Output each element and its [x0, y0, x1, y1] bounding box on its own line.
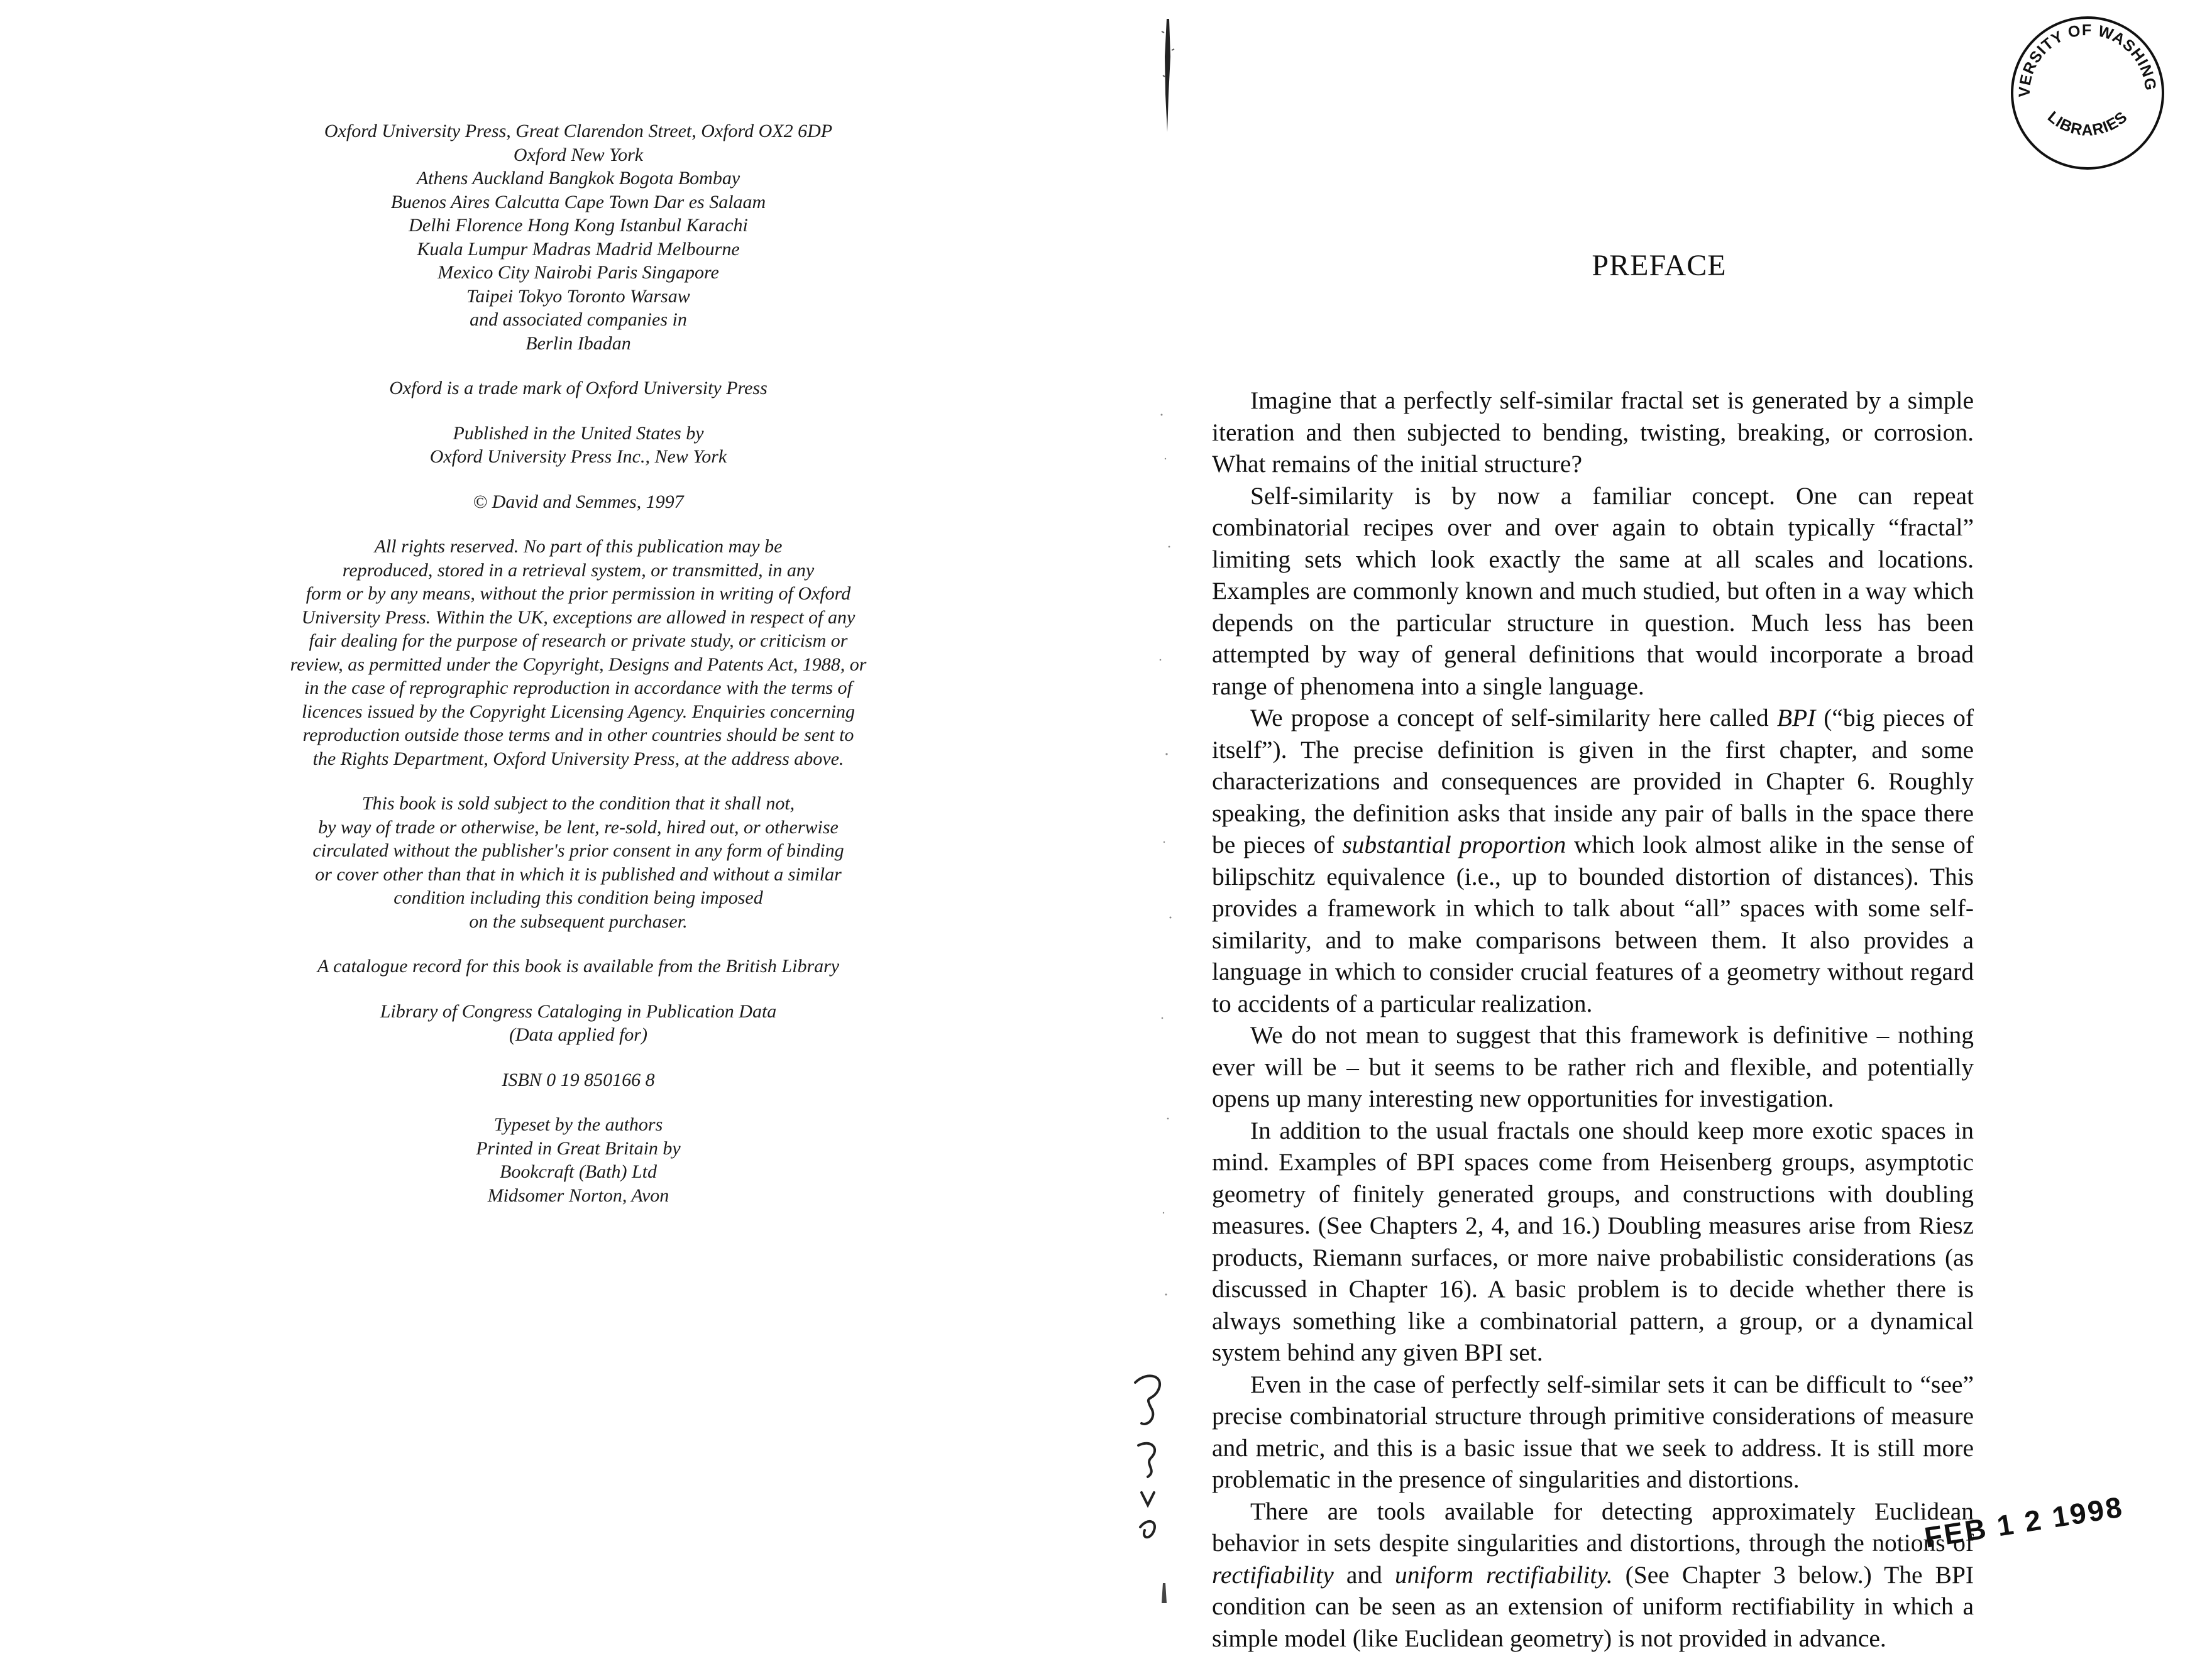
imprint-line: All rights reserved. No part of this publication may be [239, 535, 918, 559]
paragraph-text: We propose a concept of self-similarity here called [1250, 704, 1777, 731]
paragraph-text: In addition to the usual fractals one should keep more exotic spaces in mind. Examples of BPI spaces come from Heisenberg groups, asymptotic geometry of finitely generated groups, and constructions with doubling measures. (See Chapters 2, 4, and 16.) Doubling measures arise from Riesz products, Riemann surfaces, or more naive probabilistic considerations (as discussed in Chapter 16). A basic problem is to decide whether there is always something like a combinatorial pattern, a group, or a dynamical system behind any given BPI set. [1212, 1117, 1974, 1367]
paragraph-text: We do not mean to suggest that this framework is definitive – nothing ever will be – but it seems to be rather rich and flexible, and potentially opens up many interesting new opportunities for investigation. [1212, 1021, 1974, 1112]
imprint-line: licences issued by the Copyright Licensing Agency. Enquiries concerning [239, 700, 918, 724]
imprint-line: Mexico City Nairobi Paris Singapore [239, 261, 918, 285]
paragraph-text: Even in the case of perfectly self-similar sets it can be difficult to “see” precise combinatorial structure through primitive considerations of measure and metric, and this is a basic issue that we seek to address. It is still more problematic in the presence of singularities and distortions. [1212, 1371, 1974, 1494]
emphasized-text: BPI [1777, 704, 1815, 731]
imprint-line: condition including this condition being imposed [239, 886, 918, 910]
imprint-line: reproduction outside those terms and in other countries should be sent to [239, 723, 918, 747]
preface-paragraph [1212, 1496, 1974, 1654]
paragraph-text: Imagine that a perfectly self-similar fractal set is generated by a simple iteration and then subjected to bending, twisting, breaking, or corrosion. What remains of the initial structure? [1212, 386, 1974, 478]
library-stamp-icon [2006, 11, 2169, 175]
preface-paragraph [1212, 480, 1974, 703]
imprint-line: Typeset by the authors [239, 1113, 918, 1137]
preface-text [1212, 385, 1974, 1654]
imprint-block [239, 376, 918, 400]
emphasized-text: substantial proportion [1342, 831, 1566, 858]
imprint-line: Delhi Florence Hong Kong Istanbul Karachi [239, 214, 918, 238]
imprint-line: This book is sold subject to the condition that it shall not, [239, 792, 918, 816]
imprint-line: Buenos Aires Calcutta Cape Town Dar es Salaam [239, 190, 918, 214]
preface-page [1106, 0, 2212, 1609]
imprint-line: Oxford University Press Inc., New York [239, 445, 918, 469]
copyright-page [0, 0, 1106, 1609]
page-title: PREFACE [1106, 248, 2212, 283]
binding-mark-icon [1155, 19, 1180, 138]
date-stamp: FEB 1 2 1998 [1922, 1489, 2126, 1554]
paragraph-text: and [1334, 1561, 1395, 1589]
imprint-line: Kuala Lumpur Madras Madrid Melbourne [239, 238, 918, 261]
paragraph-text: Self-similarity is by now a familiar concept. One can repeat combinatorial recipes over and over again to obtain typically “fractal” limiting sets which look exactly the same at all scales and locations. Examples are commonly known and much studied, but often in a way which depends on the particular structure in question. Much less has been attempted by way of general definitions that would incorporate a broad range of phenomena into a single language. [1212, 482, 1974, 700]
imprint-line: Printed in Great Britain by [239, 1137, 918, 1161]
preface-paragraph [1212, 702, 1974, 1019]
imprint-line: Berlin Ibadan [239, 332, 918, 356]
imprint-line: (Data applied for) [239, 1023, 918, 1047]
imprint-line: © David and Semmes, 1997 [239, 490, 918, 514]
imprint-line: on the subsequent purchaser. [239, 910, 918, 934]
svg-text:LIBRARIES: LIBRARIES [2044, 108, 2131, 139]
imprint-line: fair dealing for the purpose of research or private study, or criticism or [239, 629, 918, 653]
imprint-line: Midsomer Norton, Avon [239, 1184, 918, 1208]
imprint-line: University Press. Within the UK, exceptions are allowed in respect of any [239, 606, 918, 630]
imprint-line: or cover other than that in which it is published and without a similar [239, 863, 918, 887]
paragraph-text: There are tools available for detecting approximately Euclidean behavior in sets despite singularities and distortions, through the notions of [1212, 1498, 1974, 1557]
imprint-line: by way of trade or otherwise, be lent, re-sold, hired out, or otherwise [239, 816, 918, 840]
imprint-line: in the case of reprographic reproduction in accordance with the terms of [239, 676, 918, 700]
imprint-line: Athens Auckland Bangkok Bogota Bombay [239, 167, 918, 190]
imprint-line: Oxford University Press, Great Clarendon Street, Oxford OX2 6DP [239, 119, 918, 143]
imprint-line: circulated without the publisher's prior consent in any form of binding [239, 839, 918, 863]
preface-paragraph [1212, 385, 1974, 480]
paragraph-text: (See Chapter 3 below.) The BPI condition can be seen as an extension of uniform rectifiability in which a simple model (like Euclidean geometry) is not provided in advance. [1212, 1561, 1974, 1652]
imprint-line: Library of Congress Cataloging in Publication Data [239, 1000, 918, 1024]
scan-noise-icon [1157, 402, 1175, 1408]
svg-text:UNIVERSITY OF WASHINGTON: VERSITY OF WASHING [2006, 11, 2159, 97]
preface-paragraph [1212, 1019, 1974, 1115]
handwritten-annotation-icon [1123, 1364, 1179, 1552]
imprint-line: Published in the United States by [239, 422, 918, 446]
copyright-imprint [239, 119, 918, 1229]
imprint-line: A catalogue record for this book is available from the British Library [239, 955, 918, 978]
preface-paragraph [1212, 1115, 1974, 1369]
binding-mark-icon [1155, 1580, 1174, 1606]
imprint-line: Taipei Tokyo Toronto Warsaw [239, 285, 918, 309]
emphasized-text: uniform rectifiability. [1395, 1561, 1613, 1589]
emphasized-text: rectifiability [1212, 1561, 1334, 1589]
imprint-line: review, as permitted under the Copyright, Designs and Patents Act, 1988, or [239, 653, 918, 677]
paragraph-text: which look almost alike in the sense of bilipschitz equivalence (i.e., up to bounded distortion of distances). This provides a framework in which to talk about “all” spaces with some self-similarity, and to make comparisons between them. It also provides a language in which to consider crucial features of a geometry without regard to accidents of a particular realization. [1212, 831, 1974, 1017]
library-stamp [2006, 11, 2169, 175]
imprint-block [239, 1068, 918, 1092]
imprint-block [239, 792, 918, 933]
preface-paragraph [1212, 1369, 1974, 1496]
imprint-line: and associated companies in [239, 308, 918, 332]
imprint-block [239, 1113, 918, 1207]
imprint-block [239, 119, 918, 355]
imprint-block [239, 535, 918, 770]
imprint-block [239, 955, 918, 978]
imprint-line: Oxford is a trade mark of Oxford University Press [239, 376, 918, 400]
imprint-line: Oxford New York [239, 143, 918, 167]
imprint-line: form or by any means, without the prior permission in writing of Oxford [239, 582, 918, 606]
paragraph-text: (“big pieces of itself”). The precise definition is given in the first chapter, and some characterizations and consequences are provided in Chapter 6. Roughly speaking, the definition asks that inside any pair of balls in the space there be pieces of [1212, 704, 1974, 858]
imprint-block [239, 490, 918, 514]
imprint-line: the Rights Department, Oxford University Press, at the address above. [239, 747, 918, 771]
imprint-line: reproduced, stored in a retrieval system, or transmitted, in any [239, 559, 918, 583]
imprint-line: ISBN 0 19 850166 8 [239, 1068, 918, 1092]
imprint-block [239, 422, 918, 469]
imprint-line: Bookcraft (Bath) Ltd [239, 1160, 918, 1184]
imprint-block [239, 1000, 918, 1047]
